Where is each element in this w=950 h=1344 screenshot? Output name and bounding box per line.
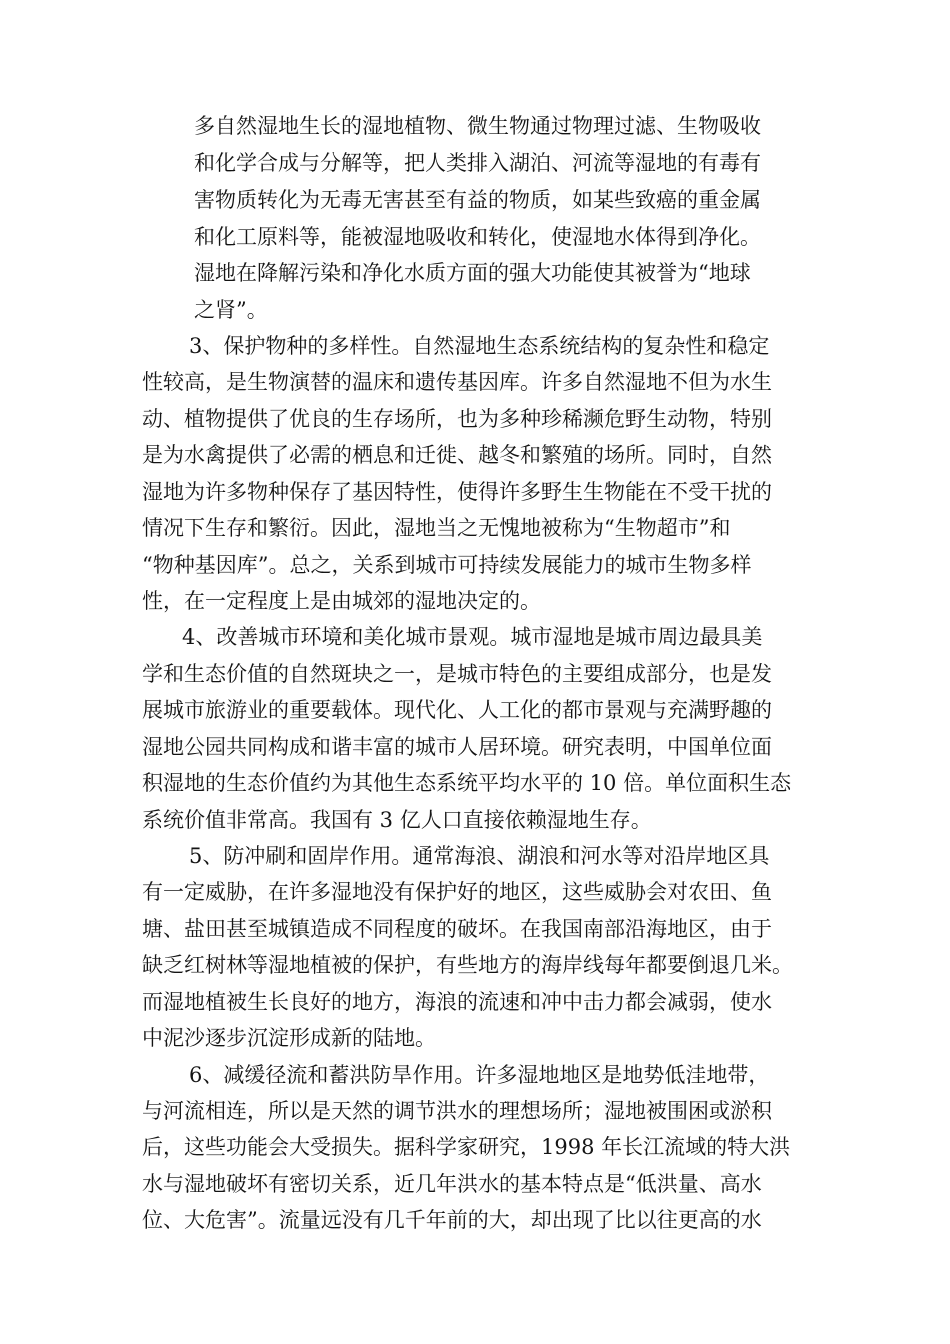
text-line: 后，这些功能会大受损失。据科学家研究，1998 年长江流域的特大洪 <box>142 1135 791 1159</box>
text-line: 中泥沙逐步沉淀形成新的陆地。 <box>142 1026 436 1050</box>
text-line: 与河流相连，所以是天然的调节洪水的理想场所；湿地被围困或淤积 <box>142 1099 772 1123</box>
text-line: 和化工原料等，能被湿地吸收和转化，使湿地水体得到净化。 <box>194 225 761 249</box>
text-line: 湿地为许多物种保存了基因特性，使得许多野生生物能在不受干扰的 <box>142 480 772 504</box>
text-line: 展城市旅游业的重要载体。现代化、人工化的都市景观与充满野趣的 <box>142 698 772 722</box>
text-line: 水与湿地破坏有密切关系，近几年洪水的基本特点是“低洪量、高水 <box>142 1172 762 1196</box>
text-line: 情况下生存和繁衍。因此，湿地当之无愧地被称为“生物超市”和 <box>142 516 731 540</box>
text-line: 缺乏红树林等湿地植被的保护，有些地方的海岸线每年都要倒退几米。 <box>142 953 793 977</box>
text-line: 是为水禽提供了必需的栖息和迁徙、越冬和繁殖的场所。同时，自然 <box>142 443 772 467</box>
text-line: 而湿地植被生长良好的地方，海浪的流速和冲中击力都会减弱，使水 <box>142 990 772 1014</box>
text-line: 之肾”。 <box>194 298 268 322</box>
text-line: 塘、盐田甚至城镇造成不同程度的破坏。在我国南部沿海地区，由于 <box>142 917 772 941</box>
text-line: 4、改善城市环境和美化城市景观。城市湿地是城市周边最具美 <box>182 625 763 649</box>
text-line: “物种基因库”。总之，关系到城市可持续发展能力的城市生物多样 <box>142 553 752 577</box>
text-line: 积湿地的生态价值约为其他生态系统平均水平的 10 倍。单位面积生态 <box>142 771 792 795</box>
text-line: 系统价值非常高。我国有 3 亿人口直接依赖湿地生存。 <box>142 808 652 832</box>
text-line: 5、防冲刷和固岸作用。通常海浪、湖浪和河水等对沿岸地区具 <box>189 844 770 868</box>
text-line: 动、植物提供了优良的生存场所，也为多种珍稀濒危野生动物，特别 <box>142 407 772 431</box>
text-line: 性较高，是生物演替的温床和遗传基因库。许多自然湿地不但为水生 <box>142 370 772 394</box>
text-line: 位、大危害”。流量远没有几千年前的大，却出现了比以往更高的水 <box>142 1208 762 1232</box>
text-line: 湿地公园共同构成和谐丰富的城市人居环境。研究表明，中国单位面 <box>142 735 772 759</box>
text-line: 湿地在降解污染和净化水质方面的强大功能使其被誉为“地球 <box>194 261 751 285</box>
text-line: 有一定威胁，在许多湿地没有保护好的地区，这些威胁会对农田、鱼 <box>142 880 772 904</box>
text-line: 学和生态价值的自然斑块之一，是城市特色的主要组成部分，也是发 <box>142 662 772 686</box>
text-line: 性，在一定程度上是由城郊的湿地决定的。 <box>142 589 541 613</box>
text-line: 害物质转化为无毒无害甚至有益的物质，如某些致癌的重金属 <box>194 188 761 212</box>
text-line: 多自然湿地生长的湿地植物、微生物通过物理过滤、生物吸收 <box>194 114 761 138</box>
text-line: 6、减缓径流和蓄洪防旱作用。许多湿地地区是地势低洼地带， <box>189 1063 770 1087</box>
text-line: 3、保护物种的多样性。自然湿地生态系统结构的复杂性和稳定 <box>189 334 770 358</box>
text-line: 和化学合成与分解等，把人类排入湖泊、河流等湿地的有毒有 <box>194 151 761 175</box>
